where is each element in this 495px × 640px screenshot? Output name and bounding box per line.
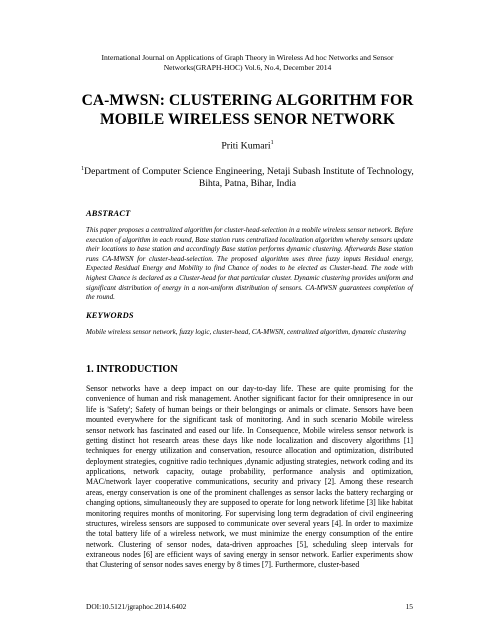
- affiliation-line-1: Department of Computer Science Engineering, Netaji Subash Institute of Technology,: [84, 166, 414, 178]
- affiliation: [80, 163, 415, 190]
- journal-line-2: Networks(GRAPH-HOC) Vol.6, No.4, December 2014: [163, 63, 332, 72]
- keywords-heading: KEYWORDS: [86, 311, 134, 320]
- journal-line-1: International Journal on Applications of Graph Theory in Wireless Ad hoc Networks and Sensor: [101, 53, 394, 62]
- doi: DOI:10.5121/jgraphoc.2014.6402: [86, 602, 187, 611]
- affiliation-superscript: 1: [81, 166, 85, 172]
- keywords-text: Mobile wireless sensor network, fuzzy logic, cluster-head, CA-MWSN, centralized algorithm, dynamic clustering: [86, 328, 406, 336]
- title-line-2: MOBILE WIRELESS SENOR NETWORK: [99, 111, 396, 128]
- author-name: Priti Kumari: [221, 140, 271, 152]
- section-heading-introduction: 1. INTRODUCTION: [86, 364, 178, 375]
- abstract-heading: ABSTRACT: [86, 209, 131, 218]
- abstract-text: This paper proposes a centralized algorithm for cluster-head-selection in a mobile wireless sensor network. Before execution of algorithm in each round, Base station runs centralized localization algorithm whereby sensors update their locations to base station and accordingly Base station performs dynamic clustering. Afterwards Base station runs CA-MWSN for cluster-head-selection. The proposed algorithm uses three fuzzy inputs Residual energy, Expected Residual Energy and Mobility to find Chance of nodes to be elected as Cluster-head. The node with highest Chance is declared as a Cluster-head for that particular cluster. Dynamic clustering provides uniform and significant distribution of energy in a non-uniform distribution of sensors. CA-MWSN guarantees completion of the round.: [86, 226, 413, 302]
- author: [0, 140, 495, 151]
- title-line-1: CA-MWSN: CLUSTERING ALGORITHM FOR: [81, 92, 414, 109]
- introduction-text: Sensor networks have a deep impact on our day-to-day life. These are quite promising for the convenience of human and risk management. Another significant factor for their omnipresence in our life is 'Safety'; Safety of human beings or their belongings or animals or climate. Sensors have been mounted everywhere for the significant task of monitoring. And in such scenario Mobile wireless sensor network has fascinated and eased our life. In Consequence, Mobile wireless sensor network is getting distinct hot research areas these days like node localization and discovery algorithms [1] techniques for energy utilization and conservation, resource allocation and optimization, distributed deployment strategies, cognitive radio techniques ,dynamic adjusting strategies, network coding and its applications, network capacity, outage probability, performance analysis and optimization, MAC/network layer cooperative communications, security and privacy [2]. Among these research areas, energy conservation is one of the prominent challenges as sensor lacks the battery recharging or changing options, simultaneously they are supposed to operate for long network lifetime [3] like habitat monitoring requires months of monitoring. For supervising long term degradation of civil engineering structures, wireless sensors are supposed to communicate over several years [4]. In order to maximize the total battery life of a wireless network, we must minimize the energy consumption of the entire network. Clustering of sensor nodes, data-driven approaches [5], scheduling sleep intervals for extraneous nodes [6] are efficient ways of saving energy in sensor network. Earlier experiments show that Clustering of sensor nodes saves energy by 8 times [7]. Furthermore, cluster-based: [86, 384, 413, 570]
- affiliation-line-2: Bihta, Patna, Bihar, India: [198, 178, 297, 190]
- page-number: 15: [405, 602, 413, 611]
- journal-header: [60, 53, 435, 73]
- paper-title: [40, 91, 455, 129]
- author-superscript: 1: [270, 140, 274, 146]
